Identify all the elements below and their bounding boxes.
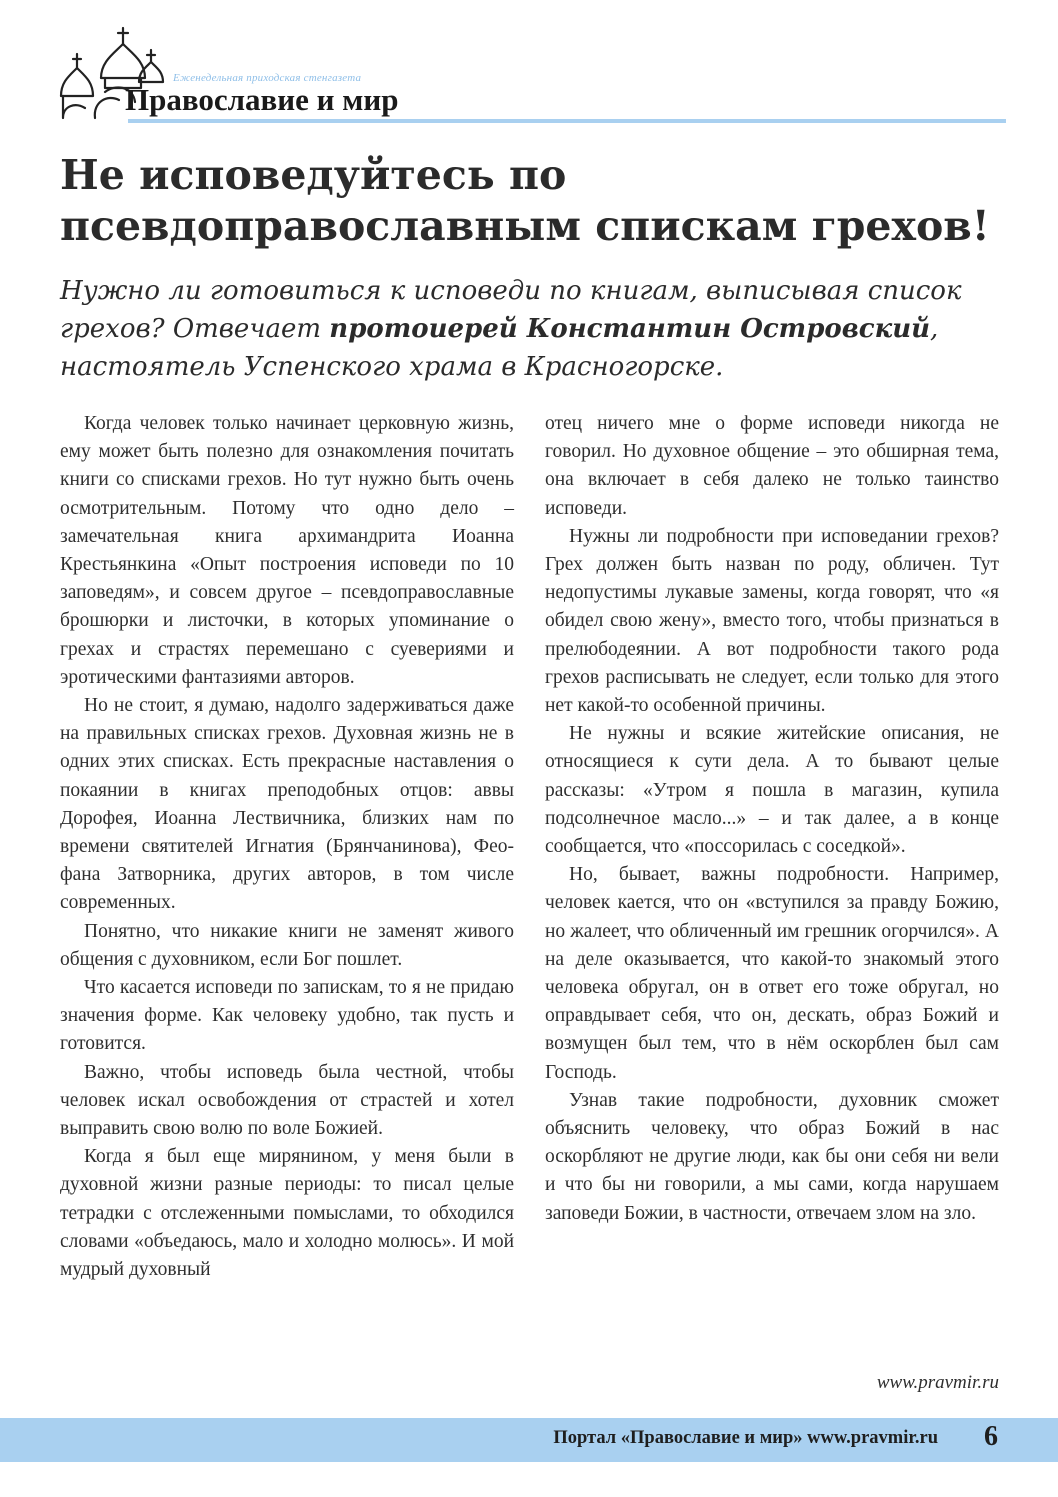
paragraph: Но не стоит, я думаю, надолго задерживаться даже на правильных списках грехов. Духовная жизнь не в одних этих списках. Есть прекрасные наставления о покаянии в книгах преподобных отцов: аввы Дорофея, Иоанна Лествичника, близких нам по времени святителей Игнатия (Брянчанинова), Феофана Затворника, других авторов, в том числе современных. (60, 695, 514, 914)
paragraph: Узнав такие подробности, духовник сможет объяснить человеку, что образ Божий в нас оскорбляют не другие люди, как бы они себя ни вели и что бы ни говорили, а мы сами, когда нарушаем заповеди Божии, в частности, отвечаем злом на зло. (545, 1089, 999, 1224)
paragraph: Когда человек только начинает церковную жизнь, ему может быть полезно для ознакомления почитать книги со списками грехов. Но тут нужно быть очень осмотрительным. Потому что одно дело – замечательная книга архимандрита Иоанна Крестьянкина «Опыт построения исповеди по 10 заповедям», и совсем другое – псевдоправославные брошюрки и листочки, в которых упоминание о грехах и страстях перемешано с суевериями и эротическими фантазиями авторов. (60, 413, 514, 688)
paragraph: Понятно, что никакие книги не заменят живого общения с духовником, если Бог пошлет. (60, 920, 514, 970)
article-lead (60, 272, 1005, 386)
right-column (545, 410, 999, 1228)
paragraph: Что касается исповеди по запискам, то я не придаю значения форме. Как человеку удобно, так пусть и готовится. (60, 977, 514, 1055)
masthead-rule (128, 119, 1006, 123)
paragraph: Когда я был еще мирянином, у меня были в духовной жизни разные периоды: то писал целые тетрадки с отслеженными помыслами, то обходился словами «объедаюсь, мало и холодно молюсь». И мой мудрый духовный (60, 1146, 514, 1281)
lead-author: протоиерей Константин Островский (329, 314, 931, 344)
paragraph: Нужны ли подробности при исповедании грехов? Грех должен быть назван по роду, обличен. Тут недопустимы лукавые замены, когда говорят, что «я обидел свою жену», вместо того, чтобы признаться в прелюбодеянии. А вот подробности такого рода грехов расписывать не следует, если только для этого нет какой-то особенной причины. (545, 525, 999, 717)
article-title: Не исповедуйтесь по псевдоправославным спискам грехов! (60, 151, 990, 250)
page-number: 6 (984, 1421, 998, 1452)
masthead (55, 22, 1005, 132)
masthead-subtitle: Еженедельная приходская стенгазета (173, 72, 362, 84)
masthead-title: Православие и мир (125, 82, 399, 117)
paragraph: Не нужны и всякие житейские описания, не относящиеся к сути дела. А то бывают целые рассказы: «Утром я пошла в магазин, купила подсолнечное масло...» – и так далее, а в конце сообщается, что «поссорилась с соседкой». (545, 723, 999, 858)
footer-portal-text: Портал «Православие и мир» www.pravmir.ru (553, 1428, 938, 1448)
footer-bar (0, 1418, 1058, 1462)
paragraph: Но, бывает, важны подробности. Например, человек кается, что он «вступился за правду Божию, но жалеет, что обличенный им грешник огорчился». А на деле оказывается, что какой-то знакомый этого человека обругал, он в ответ его тоже обругал, но оправдывает себя, что он, дескать, образ Божий и возмущен был тем, что в нём оскорблен был сам Господь. (545, 864, 999, 1083)
left-column (60, 410, 514, 1284)
paragraph-continuation: отец ничего мне о форме исповеди никогда не говорил. Но духовное общение – это обширная тема, она включает в себя далеко не только таинство исповеди. (545, 413, 999, 519)
lead-text-end: , настоятель Успенского храма в Красногорске. (60, 314, 939, 382)
source-link[interactable]: www.pravmir.ru (876, 1372, 999, 1393)
lead-text-start: Нужно ли готовиться к исповеди по книгам, выписывая список грехов? Отвечает (60, 276, 962, 344)
paragraph: Важно, чтобы исповедь была честной, чтобы человек искал освобождения от страстей и хотел выправить свою волю по воле Божией. (60, 1061, 514, 1140)
